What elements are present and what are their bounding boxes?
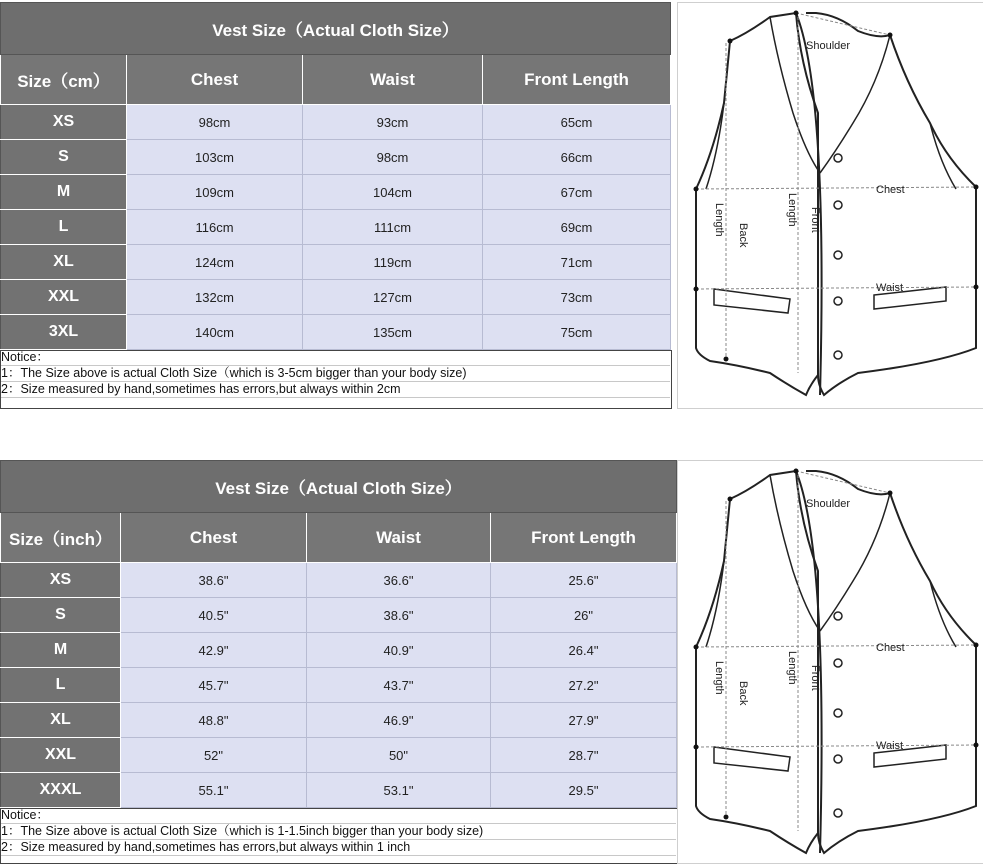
front-length-value: 73cm: [483, 280, 671, 315]
button-dot: [834, 251, 842, 259]
table-row: [1, 598, 677, 633]
size-label: S: [1, 598, 121, 633]
waist-value: 111cm: [303, 210, 483, 245]
chest-value: 40.5": [121, 598, 307, 633]
notice-line-2: 2：Size measured by hand,sometimes has errors,but always within 1 inch: [0, 840, 676, 856]
front-length-value: 25.6": [491, 563, 677, 598]
chest-value: 109cm: [127, 175, 303, 210]
waist-value: 36.6": [307, 563, 491, 598]
vest-diagram-cm: [677, 2, 983, 409]
table-row: [1, 668, 677, 703]
size-label: XS: [1, 105, 127, 140]
back-length-label-1: Back: [737, 223, 749, 248]
notice-heading: Notice：: [0, 350, 670, 366]
table-row: [1, 280, 671, 315]
chest-value: 98cm: [127, 105, 303, 140]
size-label: M: [1, 633, 121, 668]
waist-label: Waist: [876, 282, 904, 294]
table-row: [1, 563, 677, 598]
size-label: M: [1, 175, 127, 210]
size-label: XXXL: [1, 773, 121, 808]
button-dot: [834, 201, 842, 209]
size-label: XL: [1, 703, 121, 738]
front-length-label-2: Length: [786, 193, 798, 227]
front-length-value: 26": [491, 598, 677, 633]
button-dot: [834, 809, 842, 817]
table-row: [1, 175, 671, 210]
waist-value: 50": [307, 738, 491, 773]
chest-value: 55.1": [121, 773, 307, 808]
chest-label: Chest: [876, 642, 905, 654]
size-label: XXL: [1, 280, 127, 315]
size-label: XL: [1, 245, 127, 280]
size-label: L: [1, 210, 127, 245]
back-length-label-1: Back: [737, 681, 749, 706]
size-label: L: [1, 668, 121, 703]
header-waist: Waist: [303, 55, 483, 105]
front-length-value: 28.7": [491, 738, 677, 773]
notice-line-1: 1：The Size above is actual Cloth Size（which is 1-1.5inch bigger than your body size): [0, 824, 676, 840]
header-chest: Chest: [127, 55, 303, 105]
shoulder-label: Shoulder: [806, 498, 851, 510]
table-row: [1, 703, 677, 738]
front-length-value: 26.4": [491, 633, 677, 668]
button-dot: [834, 709, 842, 717]
notice-heading: Notice：: [0, 808, 676, 824]
table-row: [1, 105, 671, 140]
header-waist: Waist: [307, 513, 491, 563]
table-row: [1, 738, 677, 773]
front-length-label-1: Front: [809, 665, 821, 691]
waist-value: 135cm: [303, 315, 483, 350]
front-length-value: 71cm: [483, 245, 671, 280]
waist-value: 119cm: [303, 245, 483, 280]
header-front-length: Front Length: [483, 55, 671, 105]
waist-label: Waist: [876, 740, 904, 752]
back-length-label-2: Length: [713, 661, 725, 695]
button-dot: [834, 154, 842, 162]
front-length-value: 65cm: [483, 105, 671, 140]
chest-value: 116cm: [127, 210, 303, 245]
waist-value: 53.1": [307, 773, 491, 808]
chest-value: 48.8": [121, 703, 307, 738]
front-length-value: 75cm: [483, 315, 671, 350]
notes-frame: [0, 808, 678, 864]
header-size: Size（cm）: [1, 55, 127, 105]
chest-value: 140cm: [127, 315, 303, 350]
button-dot: [834, 612, 842, 620]
size-label: XS: [1, 563, 121, 598]
chest-label: Chest: [876, 184, 905, 196]
front-length-label-1: Front: [809, 207, 821, 233]
chest-value: 124cm: [127, 245, 303, 280]
waist-value: 43.7": [307, 668, 491, 703]
table-row: [1, 210, 671, 245]
waist-value: 38.6": [307, 598, 491, 633]
front-length-value: 27.2": [491, 668, 677, 703]
table-title: Vest Size（Actual Cloth Size）: [1, 461, 677, 513]
waist-value: 93cm: [303, 105, 483, 140]
front-length-label-2: Length: [786, 651, 798, 685]
header-chest: Chest: [121, 513, 307, 563]
vest-diagram-inch: [677, 460, 983, 864]
waist-value: 127cm: [303, 280, 483, 315]
front-length-value: 29.5": [491, 773, 677, 808]
waist-value: 40.9": [307, 633, 491, 668]
table-row: [1, 633, 677, 668]
waist-value: 46.9": [307, 703, 491, 738]
chest-value: 42.9": [121, 633, 307, 668]
table-row: [1, 140, 671, 175]
front-length-value: 27.9": [491, 703, 677, 738]
front-length-value: 69cm: [483, 210, 671, 245]
chest-value: 132cm: [127, 280, 303, 315]
chest-value: 103cm: [127, 140, 303, 175]
button-dot: [834, 659, 842, 667]
table-row: [1, 315, 671, 350]
header-front-length: Front Length: [491, 513, 677, 563]
waist-value: 98cm: [303, 140, 483, 175]
size-label: S: [1, 140, 127, 175]
size-label: XXL: [1, 738, 121, 773]
back-length-label-2: Length: [713, 203, 725, 237]
chest-value: 38.6": [121, 563, 307, 598]
notice-line-1: 1：The Size above is actual Cloth Size（which is 3-5cm bigger than your body size): [0, 366, 670, 382]
front-length-value: 66cm: [483, 140, 671, 175]
header-size: Size（inch）: [1, 513, 121, 563]
chest-value: 45.7": [121, 668, 307, 703]
table-row: [1, 245, 671, 280]
size-table-inch: [0, 460, 677, 808]
size-label: 3XL: [1, 315, 127, 350]
button-dot: [834, 297, 842, 305]
table-row: [1, 773, 677, 808]
waist-value: 104cm: [303, 175, 483, 210]
size-table-cm: [0, 2, 671, 350]
size-chart-inch: [0, 458, 983, 864]
size-chart-cm: [0, 0, 983, 410]
chest-value: 52": [121, 738, 307, 773]
button-dot: [834, 755, 842, 763]
front-length-value: 67cm: [483, 175, 671, 210]
table-title: Vest Size（Actual Cloth Size）: [1, 3, 671, 55]
notes-frame: [0, 350, 672, 409]
notice-line-2: 2：Size measured by hand,sometimes has errors,but always within 2cm: [0, 382, 670, 398]
button-dot: [834, 351, 842, 359]
shoulder-label: Shoulder: [806, 40, 851, 52]
